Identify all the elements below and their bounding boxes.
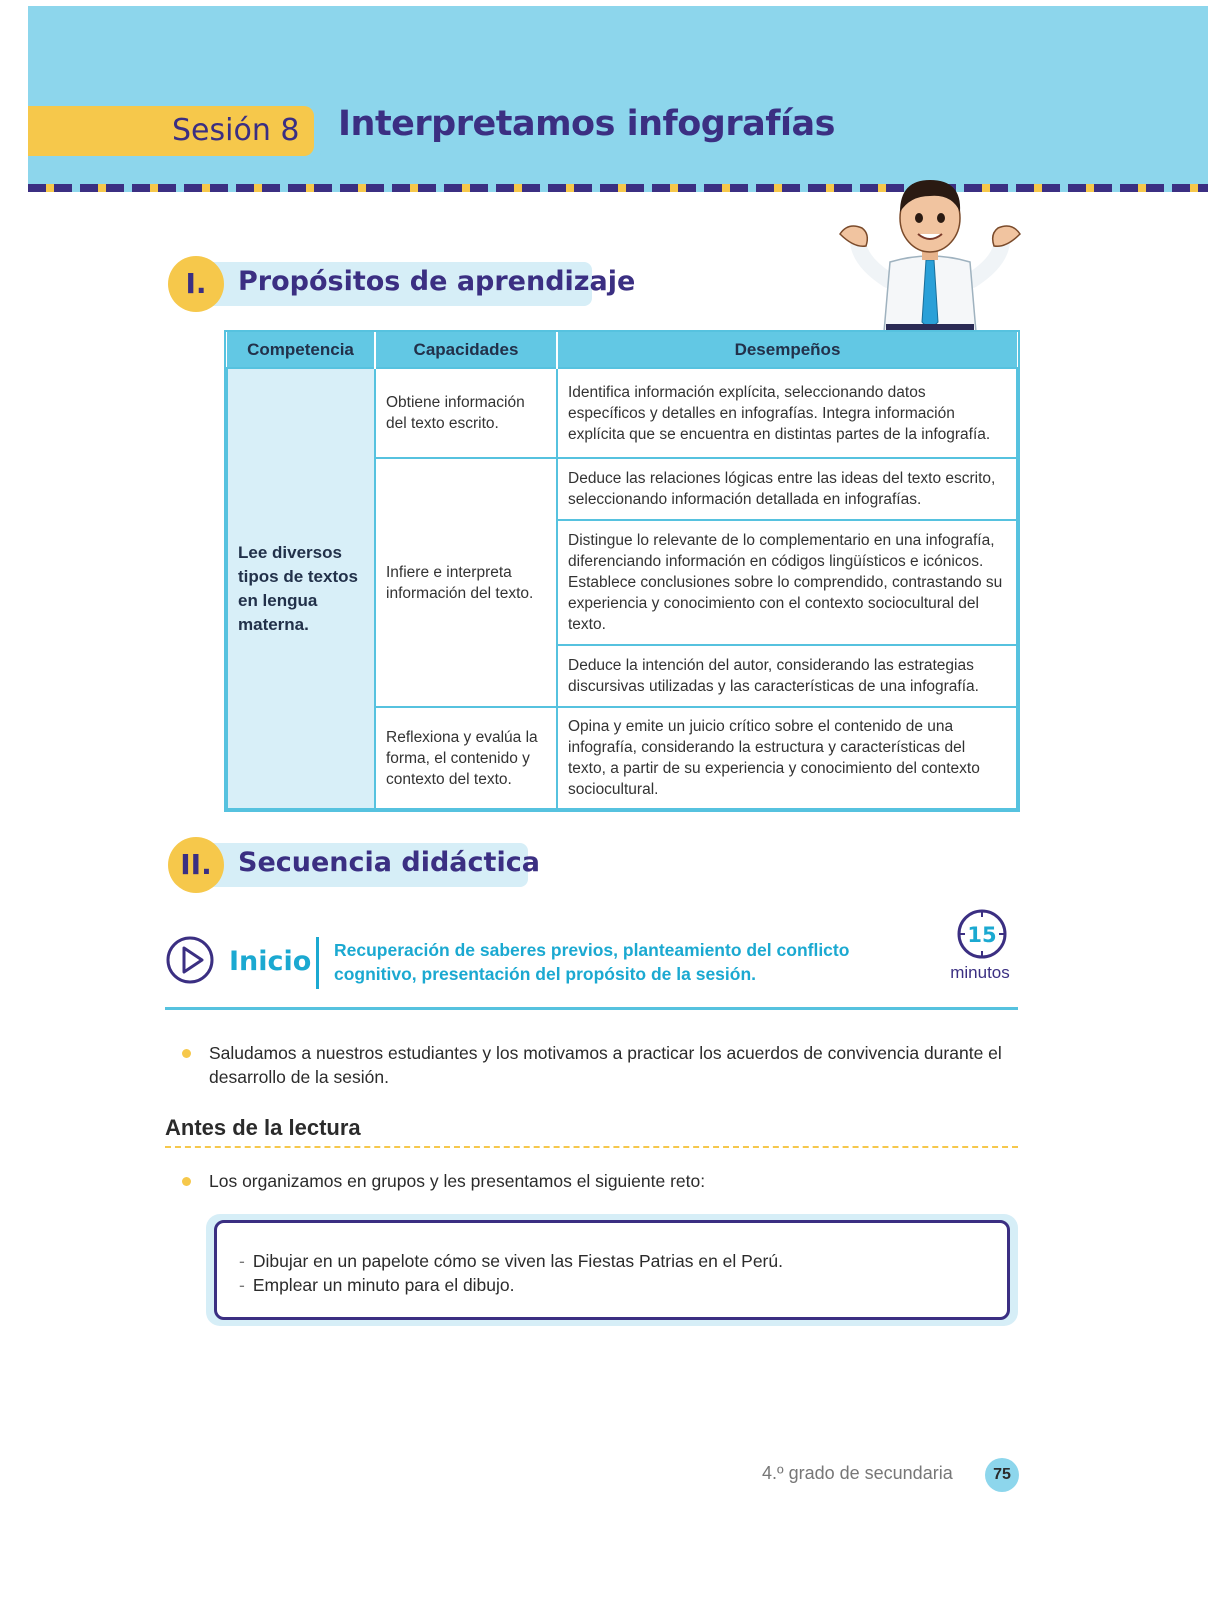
table-header-desempenos: Desempeños bbox=[557, 332, 1017, 368]
section-title: Secuencia didáctica bbox=[238, 847, 540, 878]
table-header-capacidades: Capacidades bbox=[375, 332, 557, 368]
section-heading-2 bbox=[168, 837, 540, 893]
reto-item: - Emplear un minuto para el dibujo. bbox=[239, 1275, 515, 1295]
footer-grade: 4.º grado de secundaria bbox=[762, 1463, 953, 1483]
section-numeral: I. bbox=[168, 256, 224, 312]
desempeno-cell: Deduce la intención del autor, considerando las estrategias discursivas utilizadas y las características de una infografía. bbox=[557, 645, 1017, 707]
bullet-paragraph: Los organizamos en grupos y les presentamos el siguiente reto: bbox=[209, 1171, 706, 1191]
section-numeral: II. bbox=[168, 837, 224, 893]
section-title: Propósitos de aprendizaje bbox=[238, 266, 636, 297]
reto-item: - Dibujar en un papelote cómo se viven las Fiestas Patrias en el Perú. bbox=[239, 1251, 783, 1271]
desempeno-cell: Opina y emite un juicio crítico sobre el contenido de una infografía, considerando la estructura y características del texto, a partir de su experiencia y conocimiento del contexto sociocultural. bbox=[557, 707, 1017, 809]
table-header-competencia: Competencia bbox=[227, 332, 375, 368]
minutes-label: minutos bbox=[950, 963, 1010, 982]
bullet-dot bbox=[182, 1177, 191, 1186]
capacidad-cell: Reflexiona y evalúa la forma, el contenido y contexto del texto. bbox=[375, 707, 557, 809]
page-number: 75 bbox=[985, 1458, 1019, 1492]
bullet-paragraph: Saludamos a nuestros estudiantes y los motivamos a practicar los acuerdos de convivencia durante el desarrollo de la sesión. bbox=[209, 1043, 1002, 1087]
reto-item-text: Emplear un minuto para el dibujo. bbox=[252, 1275, 515, 1295]
inicio-divider bbox=[165, 1007, 1018, 1010]
inicio-separator bbox=[316, 937, 319, 989]
capacidad-cell: Obtiene información del texto escrito. bbox=[375, 368, 557, 458]
desempeno-cell: Deduce las relaciones lógicas entre las ideas del texto escrito, seleccionando información detallada en infografías. bbox=[557, 458, 1017, 520]
desempeno-cell: Identifica información explícita, seleccionando datos específicos y detalles en infografías. Integra información explícita que se encuentra en distintas partes de la infografía. bbox=[557, 368, 1017, 458]
session-label: Sesión 8 bbox=[28, 106, 314, 156]
minutes-value: 15 bbox=[967, 923, 997, 947]
section-heading-1 bbox=[168, 256, 636, 312]
table-row bbox=[227, 368, 1017, 458]
capacidad-cell: Infiere e interpreta información del texto. bbox=[375, 458, 557, 707]
bullet-dot bbox=[182, 1049, 191, 1058]
clock-icon bbox=[956, 908, 1008, 960]
header-dashed-strip bbox=[28, 184, 1208, 192]
reto-item-text: Dibujar en un papelote cómo se viven las Fiestas Patrias en el Perú. bbox=[252, 1251, 783, 1271]
competencia-cell: Lee diversos tipos de textos en lengua materna. bbox=[227, 368, 375, 809]
subheading-antes-lectura: Antes de la lectura bbox=[165, 1115, 361, 1140]
desempeno-cell: Distingue lo relevante de lo complementario en una infografía, diferenciando información en códigos lingüísticos e icónicos. Establece conclusiones sobre lo comprendido, contrastando su experiencia y conocimiento con el contexto sociocultural del texto. bbox=[557, 520, 1017, 645]
page-title: Interpretamos infografías bbox=[338, 104, 835, 144]
teacher-illustration bbox=[830, 162, 1030, 332]
learning-purposes-table bbox=[224, 330, 1020, 812]
inicio-description: Recuperación de saberes previos, planteamiento del conflicto cognitivo, presentación del propósito de la sesión. bbox=[334, 940, 850, 984]
reto-box bbox=[214, 1220, 1010, 1320]
play-icon bbox=[165, 935, 215, 985]
inicio-label: Inicio bbox=[229, 946, 312, 977]
subheading-divider bbox=[165, 1146, 1018, 1148]
table-header-row bbox=[227, 332, 1017, 368]
